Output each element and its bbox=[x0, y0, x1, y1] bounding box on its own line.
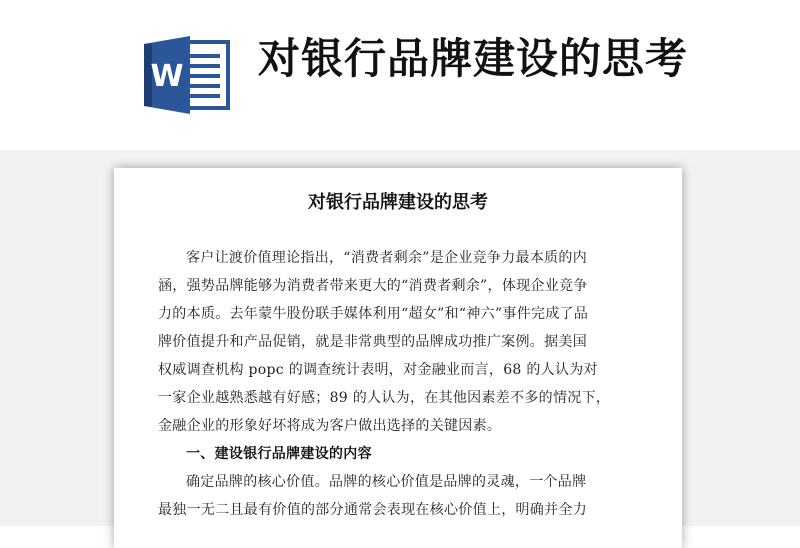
document-header-title: 对银行品牌建设的思考 bbox=[258, 34, 689, 83]
paragraph-line: 一家企业越熟悉越有好感；89 的人认为，在其他因素差不多的情况下， bbox=[158, 390, 611, 406]
paragraph-line: 权威调查机构 popc 的调查统计表明，对金融业而言，68 的人认为对 bbox=[158, 362, 598, 378]
paragraph-line: 金融企业的形象好坏将成为客户做出选择的关键因素。 bbox=[158, 418, 502, 434]
paragraph-line: 确定品牌的核心价值。品牌的核心价值是品牌的灵魂，一个品牌 bbox=[186, 474, 587, 490]
paragraph-line: 涵，强势品牌能够为消费者带来更大的“消费者剩余”，体现企业竞争 bbox=[158, 278, 588, 294]
header bbox=[0, 0, 800, 150]
paragraph-line: 客户让渡价值理论指出，“消费者剩余”是企业竞争力最本质的内 bbox=[186, 250, 588, 266]
paragraph-line: 牌价值提升和产品促销，就是非常典型的品牌成功推广案例。据美国 bbox=[158, 334, 587, 350]
paragraph-line: 力的本质。去年蒙牛股份联手媒体利用“超女”和“神六”事件完成了品 bbox=[158, 306, 589, 322]
page-title: 对银行品牌建设的思考 bbox=[308, 192, 488, 213]
word-document-icon bbox=[140, 34, 232, 116]
section-heading: 一、建设银行品牌建设的内容 bbox=[186, 446, 372, 462]
paragraph-line: 最独一无二且最有价值的部分通常会表现在核心价值上，明确并全力 bbox=[158, 502, 587, 518]
document-page bbox=[114, 168, 682, 548]
svg-text:W: W bbox=[150, 59, 184, 94]
